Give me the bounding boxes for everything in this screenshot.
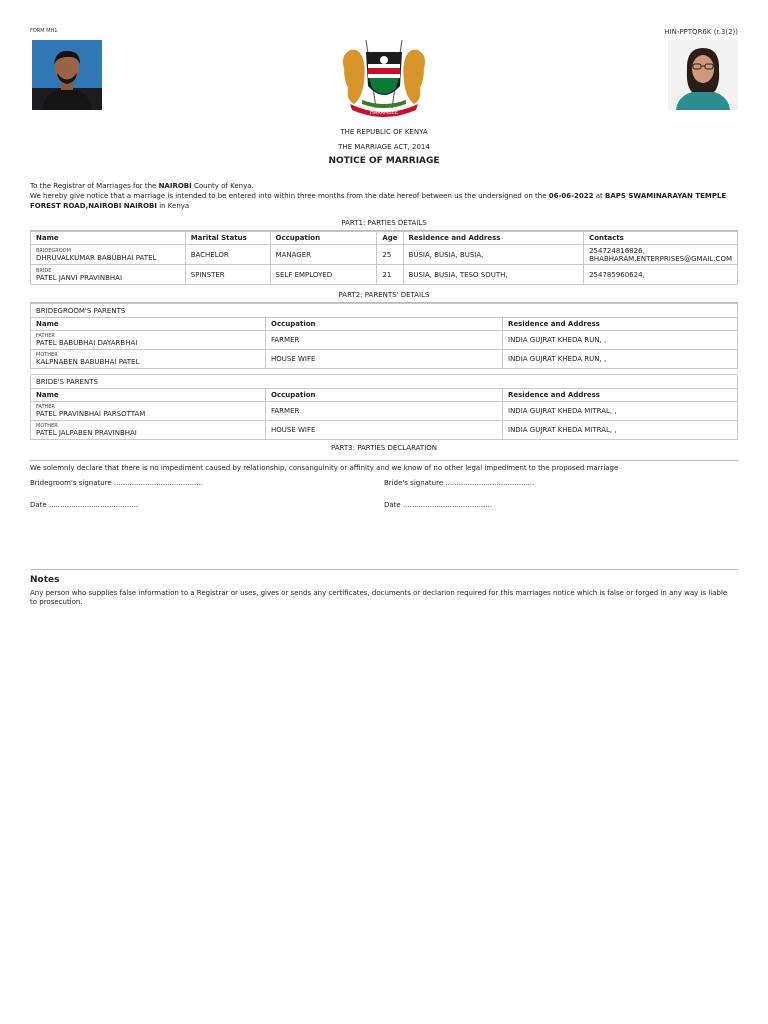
age: 21 (377, 265, 403, 285)
parties-table (30, 231, 738, 285)
col-occupation: Occupation (270, 232, 377, 245)
form-code: FORM MH1 (30, 28, 58, 34)
col-name: Name (31, 232, 186, 245)
intro-line-2: We hereby give notice that a marriage is intended to be entered into within three months from the date hereof between us the undersigned on the 06-06-2022 at BAPS SWAMINARAYAN TEMPLE FOREST ROAD,NAIROBI NAIROBI in Kenya (30, 192, 727, 210)
parent-name: KALPNABEN BABUBHAI PATEL (36, 358, 140, 366)
role-label: FATHER (36, 333, 55, 339)
intro-text (30, 181, 730, 211)
table-row (31, 421, 738, 440)
residence: INDIA GUJRAT KHEDA MITRAL, , (503, 421, 738, 440)
role-label: FATHER (36, 404, 55, 410)
col-residence: Residence and Address (403, 232, 584, 245)
col-age: Age (377, 232, 403, 245)
occupation: SELF EMPLOYED (270, 265, 377, 285)
role-label: BRIDEGROOM (36, 247, 71, 254)
occupation: FARMER (266, 331, 503, 350)
coat-motto: HARAMBEE (370, 110, 398, 116)
marriage-date: 06-06-2022 (548, 192, 594, 200)
col-contacts: Contacts (584, 232, 738, 245)
table-row (31, 350, 738, 369)
party-name: PATEL JANVI PRAVINBHAI (36, 273, 123, 282)
declaration-text: We solemnly declare that there is no impediment caused by relationship, consanguinity or affinity and we know of no other legal impediment to the proposed marriage (30, 460, 738, 472)
notes-text: Any person who supplies false information to a Registrar or uses, gives or sends any certificates, documents or declarion required for this marriages notice which is false or forged in any way is liable to prosecution. (30, 589, 728, 606)
table-row (31, 402, 738, 421)
part1-title: PART1: PARTIES DETAILS (30, 219, 738, 231)
bride-parents-caption: BRIDE'S PARENTS (31, 375, 738, 389)
occupation: HOUSE WIFE (266, 421, 503, 440)
reference-code: HIN-PPTQR6K (r.3(2)) (664, 28, 738, 36)
role-label: MOTHER (36, 423, 58, 429)
bride-parents-table (30, 374, 738, 440)
col-occupation: Occupation (266, 389, 503, 402)
act-heading: THE MARRIAGE ACT, 2014 (338, 143, 430, 151)
republic-heading: THE REPUBLIC OF KENYA (340, 128, 428, 136)
residence: INDIA GUJRAT KHEDA MITRAL, , (503, 402, 738, 421)
party-name: DHRUVALKUMAR BABUBHAI PATEL (36, 253, 157, 262)
notes-divider (30, 569, 738, 570)
role-label: MOTHER (36, 352, 58, 358)
bride-signature-line: Bride's signature ........................................ (384, 479, 535, 487)
bride-photo (668, 40, 738, 110)
col-name: Name (31, 389, 266, 402)
county-name: NAIROBI (158, 182, 192, 190)
groom-parents-table (30, 303, 738, 369)
parent-name: PATEL JALPABEN PRAVINBHAI (36, 429, 137, 437)
parent-name: PATEL BABUBHAI DAYARBHAI (36, 339, 138, 347)
col-residence: Residence and Address (503, 389, 738, 402)
residence: BUSIA, BUSIA, TESO SOUTH, (403, 265, 584, 285)
kenya-coat-of-arms (336, 38, 432, 124)
bridegroom-signature-line: Bridegroom's signature ........................................ (30, 479, 203, 487)
phone: 254785960624, (589, 270, 645, 279)
intro-line-1: To the Registrar of Marriages for the NAIROBI County of Kenya. (30, 182, 254, 190)
marital-status: SPINSTER (185, 265, 270, 285)
bride-date-line: Date ........................................ (384, 501, 492, 509)
occupation: HOUSE WIFE (266, 350, 503, 369)
notes-title: Notes (30, 575, 60, 585)
table-row (31, 265, 738, 285)
email: BHABHARAM.ENTERPRISES@GMAIL.COM (589, 254, 732, 263)
table-row (31, 331, 738, 350)
groom-parents-header-row (31, 318, 738, 331)
role-label: BRIDE (36, 267, 52, 274)
col-occupation: Occupation (266, 318, 503, 331)
col-marital-status: Marital Status (185, 232, 270, 245)
occupation: FARMER (266, 402, 503, 421)
col-name: Name (31, 318, 266, 331)
parent-name: PATEL PRAVINBHAI PARSOTTAM (36, 410, 146, 418)
parties-header-row (31, 232, 738, 245)
table-row (31, 245, 738, 265)
occupation: MANAGER (270, 245, 377, 265)
part3-title: PART3: PARTIES DECLARATION (330, 444, 438, 452)
residence: INDIA GUJRAT KHEDA RUN, , (503, 331, 738, 350)
part2-title: PART2: PARENTS' DETAILS (30, 291, 738, 303)
page-title: NOTICE OF MARRIAGE (328, 156, 440, 166)
bridegroom-date-line: Date ........................................ (30, 501, 138, 509)
marriage-venue: BAPS SWAMINARAYAN TEMPLE FOREST ROAD,NAIROBI NAIROBI (30, 192, 727, 210)
marital-status: BACHELOR (185, 245, 270, 265)
residence: BUSIA, BUSIA, BUSIA, (403, 245, 584, 265)
bride-parents-header-row (31, 389, 738, 402)
groom-parents-caption: BRIDEGROOM'S PARENTS (31, 304, 738, 318)
residence: INDIA GUJRAT KHEDA RUN, , (503, 350, 738, 369)
age: 25 (377, 245, 403, 265)
col-residence: Residence and Address (503, 318, 738, 331)
phone: 254724816826, (589, 246, 645, 255)
bridegroom-photo (32, 40, 102, 110)
